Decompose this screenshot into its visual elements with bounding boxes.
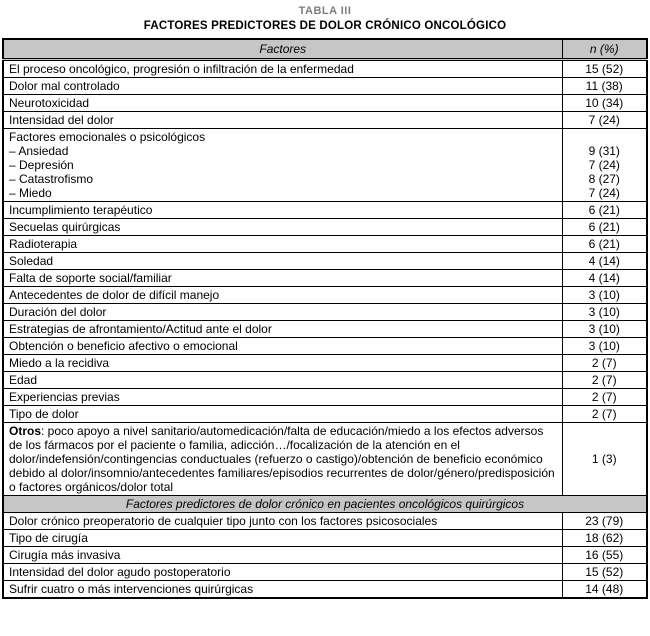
- value-cell: 18 (62): [562, 530, 647, 547]
- header-factores: Factores: [3, 39, 562, 60]
- table-body: [3, 60, 647, 599]
- section-subheader-row: [3, 496, 647, 513]
- table-row: [3, 60, 647, 78]
- table-row: [3, 112, 647, 129]
- factor-cell: Otros: poco apoyo a nivel sanitario/automedicación/falta de educación/miedo a los efectos adversos de los fármacos por el paciente o familia, adicción…/focalización de la atención en el dolor/indefensión/contingencias conductuales (refuerzo o castigo)/obtención de beneficio económico debido al dolor/insomnio/antecedentes familiares/episodios recurrentes de dolor/género/predisposición o factores orgánicos/dolor total: [3, 423, 562, 496]
- otros-bold-label: Otros: [9, 424, 42, 438]
- factor-cell: Duración del dolor: [3, 304, 562, 321]
- predictors-table: [2, 38, 648, 599]
- value-cell: 3 (10): [562, 338, 647, 355]
- group-item: – Miedo: [9, 186, 52, 200]
- table-row: [3, 321, 647, 338]
- factor-cell: Miedo a la recidiva: [3, 355, 562, 372]
- factor-cell: Secuelas quirúrgicas: [3, 219, 562, 236]
- factor-cell: Experiencias previas: [3, 389, 562, 406]
- group-item-value: 9 (31): [588, 144, 620, 158]
- value-cell: 4 (14): [562, 270, 647, 287]
- group-item: – Depresión: [9, 158, 74, 172]
- table-row: [3, 95, 647, 112]
- table-row: [3, 423, 647, 496]
- table-row: [3, 389, 647, 406]
- factor-cell: Antecedentes de dolor de difícil manejo: [3, 287, 562, 304]
- value-cell: 2 (7): [562, 406, 647, 423]
- table-row: [3, 287, 647, 304]
- factor-cell: Tipo de dolor: [3, 406, 562, 423]
- value-cell: 6 (21): [562, 236, 647, 253]
- table-row: [3, 338, 647, 355]
- table-row: [3, 304, 647, 321]
- value-cell: 2 (7): [562, 389, 647, 406]
- table-row: [3, 270, 647, 287]
- header-row: [3, 39, 647, 60]
- factor-cell: Intensidad del dolor agudo postoperatorio: [3, 564, 562, 581]
- factor-cell: Edad: [3, 372, 562, 389]
- table-row: [3, 513, 647, 530]
- table-row: [3, 581, 647, 599]
- table-row: [3, 564, 647, 581]
- factor-cell: Soledad: [3, 253, 562, 270]
- value-cell: 10 (34): [562, 95, 647, 112]
- value-cell: 3 (10): [562, 304, 647, 321]
- value-cell: 7 (24): [562, 112, 647, 129]
- table-row: [3, 547, 647, 564]
- value-cell: 4 (14): [562, 253, 647, 270]
- table-caption: [0, 0, 650, 34]
- header-n-percent: n (%): [562, 39, 647, 60]
- value-cell: 16 (55): [562, 547, 647, 564]
- factor-cell: Intensidad del dolor: [3, 112, 562, 129]
- factor-cell: Sufrir cuatro o más intervenciones quirúrgicas: [3, 581, 562, 599]
- group-item-value: 7 (24): [588, 158, 620, 172]
- table-row: [3, 355, 647, 372]
- factor-cell: Dolor mal controlado: [3, 78, 562, 95]
- factor-cell: [3, 129, 562, 202]
- section-subheader: Factores predictores de dolor crónico en pacientes oncológicos quirúrgicos: [3, 496, 647, 513]
- table-number: TABLA III: [298, 5, 352, 17]
- group-title: Factores emocionales o psicológicos: [9, 130, 206, 144]
- value-cell: 15 (52): [562, 564, 647, 581]
- value-cell: 1 (3): [562, 423, 647, 496]
- table-row: [3, 236, 647, 253]
- group-item: – Catastrofismo: [9, 172, 94, 186]
- factor-cell: El proceso oncológico, progresión o infiltración de la enfermedad: [3, 60, 562, 78]
- table-row: [3, 202, 647, 219]
- factor-cell: Dolor crónico preoperatorio de cualquier tipo junto con los factores psicosociales: [3, 513, 562, 530]
- table-row: [3, 78, 647, 95]
- value-cell: 11 (38): [562, 78, 647, 95]
- table-header: [3, 39, 647, 60]
- table-row: [3, 372, 647, 389]
- value-cell: 3 (10): [562, 321, 647, 338]
- table-row: [3, 129, 647, 202]
- group-item-value: 7 (24): [588, 186, 620, 200]
- table-title: FACTORES PREDICTORES DE DOLOR CRÓNICO ONCOLÓGICO: [143, 20, 507, 32]
- group-item: – Ansiedad: [9, 144, 69, 158]
- value-spacer: [568, 130, 642, 144]
- value-cell: [562, 129, 647, 202]
- value-cell: 2 (7): [562, 355, 647, 372]
- value-cell: 15 (52): [562, 60, 647, 78]
- value-cell: 2 (7): [562, 372, 647, 389]
- factor-cell: Cirugía más invasiva: [3, 547, 562, 564]
- table-row: [3, 219, 647, 236]
- factor-cell: Estrategias de afrontamiento/Actitud ante el dolor: [3, 321, 562, 338]
- factor-cell: Neurotoxicidad: [3, 95, 562, 112]
- value-cell: 6 (21): [562, 219, 647, 236]
- table-row: [3, 406, 647, 423]
- factor-cell: Tipo de cirugía: [3, 530, 562, 547]
- value-cell: 14 (48): [562, 581, 647, 599]
- value-cell: 23 (79): [562, 513, 647, 530]
- value-cell: 3 (10): [562, 287, 647, 304]
- table-row: [3, 530, 647, 547]
- group-item-value: 8 (27): [588, 172, 620, 186]
- factor-cell: Incumplimiento terapéutico: [3, 202, 562, 219]
- table-row: [3, 253, 647, 270]
- value-cell: 6 (21): [562, 202, 647, 219]
- factor-cell: Radioterapia: [3, 236, 562, 253]
- factor-cell: Obtención o beneficio afectivo o emocional: [3, 338, 562, 355]
- factor-cell: Falta de soporte social/familiar: [3, 270, 562, 287]
